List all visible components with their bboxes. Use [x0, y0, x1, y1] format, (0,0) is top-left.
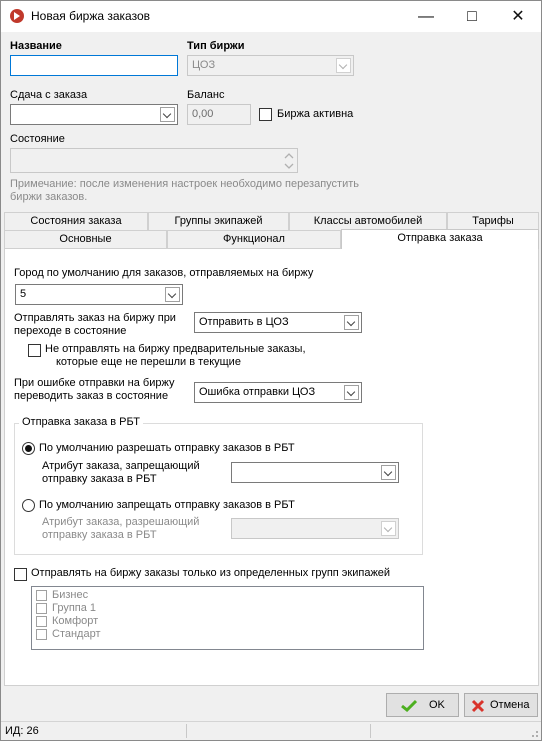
change-select[interactable] [10, 104, 178, 125]
active-checkbox[interactable] [259, 108, 272, 121]
title-bar [1, 1, 541, 32]
on-error-value: Ошибка отправки ЦОЗ [199, 386, 316, 398]
deny-attr-select [231, 518, 399, 539]
checkmark-icon [401, 699, 417, 712]
cancel-button[interactable] [464, 693, 538, 717]
exchange-type-value: ЦОЗ [192, 59, 216, 71]
city-select[interactable] [15, 284, 183, 305]
active-label: Биржа активна [277, 108, 354, 120]
ok-label: OK [429, 699, 445, 711]
group-checkbox[interactable] [36, 629, 47, 640]
status-divider [186, 724, 187, 738]
name-input[interactable] [10, 55, 178, 76]
only-groups-label: Отправлять на биржу заказы только из определенных групп экипажей [31, 567, 391, 579]
send-on-state-label-1: Отправлять заказ на биржу при [14, 312, 176, 324]
send-on-state-value: Отправить в ЦОЗ [199, 316, 289, 328]
deny-rbt-radio[interactable] [22, 499, 35, 512]
window-title: Новая биржа заказов [31, 9, 151, 23]
send-on-state-label-2: переходе в состояние [14, 325, 127, 337]
chevron-down-icon [336, 58, 351, 73]
tab-crew-groups[interactable]: Группы экипажей [148, 212, 289, 231]
deny-rbt-label: По умолчанию запрещать отправку заказов в РБТ [39, 499, 295, 511]
tab-order-sending[interactable]: Отправка заказа [341, 229, 539, 249]
chevron-down-icon [381, 465, 396, 480]
no-preliminary-checkbox[interactable] [28, 344, 41, 357]
app-icon [10, 9, 24, 23]
tab-main[interactable]: Основные [4, 230, 167, 249]
maximize-button[interactable]: □ [467, 8, 477, 25]
balance-label: Баланс [187, 89, 225, 101]
tab-car-classes[interactable]: Классы автомобилей [289, 212, 447, 231]
crew-groups-list [31, 586, 424, 650]
tab-order-states[interactable]: Состояния заказа [4, 212, 148, 231]
spin-down-icon [284, 162, 294, 170]
exchange-type-label: Тип биржи [187, 40, 245, 52]
allow-attr-label-1: Атрибут заказа, запрещающий [42, 460, 200, 472]
allow-rbt-label: По умолчанию разрешать отправку заказов в РБТ [39, 442, 295, 454]
resize-grip-icon[interactable] [529, 728, 539, 738]
group-label: Стандарт [52, 628, 101, 640]
rbt-groupbox [14, 416, 423, 555]
chevron-down-icon [344, 385, 359, 400]
balance-field: 0,00 [187, 104, 251, 125]
spin-up-icon [284, 152, 294, 160]
change-label: Сдача с заказа [10, 89, 88, 101]
group-checkbox[interactable] [36, 616, 47, 627]
group-label: Комфорт [52, 615, 99, 627]
status-bar [1, 721, 541, 740]
only-groups-checkbox[interactable] [14, 568, 27, 581]
group-label: Группа 1 [52, 602, 97, 614]
rbt-group-title: Отправка заказа в РБТ [19, 416, 143, 428]
minimize-button[interactable]: — [418, 8, 434, 25]
chevron-down-icon [344, 315, 359, 330]
record-id: ИД: 26 [5, 725, 39, 737]
on-error-label-2: переводить заказ в состояние [14, 390, 169, 402]
chevron-down-icon [160, 107, 175, 122]
on-error-label-1: При ошибке отправки на биржу [14, 377, 175, 389]
no-preliminary-label-2: которые еще не перешли в текущие [56, 356, 241, 368]
cancel-x-icon [471, 699, 485, 713]
allow-attr-select[interactable] [231, 462, 399, 483]
send-on-state-select[interactable] [194, 312, 362, 333]
deny-attr-label-2: отправку заказа в РБТ [42, 529, 157, 541]
group-checkbox[interactable] [36, 603, 47, 614]
exchange-type-select[interactable] [187, 55, 354, 76]
status-divider [370, 724, 371, 738]
tab-panel-order-sending [4, 248, 539, 686]
chevron-down-icon [381, 521, 396, 536]
deny-attr-label-1: Атрибут заказа, разрешающий [42, 516, 200, 528]
name-label: Название [10, 40, 62, 52]
cancel-label: Отмена [490, 699, 530, 711]
on-error-select[interactable] [194, 382, 362, 403]
close-button[interactable]: ✕ [511, 8, 525, 25]
city-label: Город по умолчанию для заказов, отправляемых на биржу [14, 267, 314, 279]
no-preliminary-label-1: Не отправлять на биржу предварительные заказы, [45, 343, 306, 355]
allow-attr-label-2: отправку заказа в РБТ [42, 473, 157, 485]
tab-functional[interactable]: Функционал [167, 230, 341, 249]
tab-tariffs[interactable]: Тарифы [447, 212, 539, 231]
state-field [10, 148, 298, 173]
group-checkbox[interactable] [36, 590, 47, 601]
city-value: 5 [20, 288, 27, 300]
ok-button[interactable] [386, 693, 459, 717]
chevron-down-icon [165, 287, 180, 302]
settings-note: Примечание: после изменения настроек необходимо перезапустить биржи заказов. [10, 178, 360, 203]
group-label: Бизнес [52, 589, 89, 601]
state-label: Состояние [10, 133, 65, 145]
allow-rbt-radio[interactable] [22, 442, 35, 455]
